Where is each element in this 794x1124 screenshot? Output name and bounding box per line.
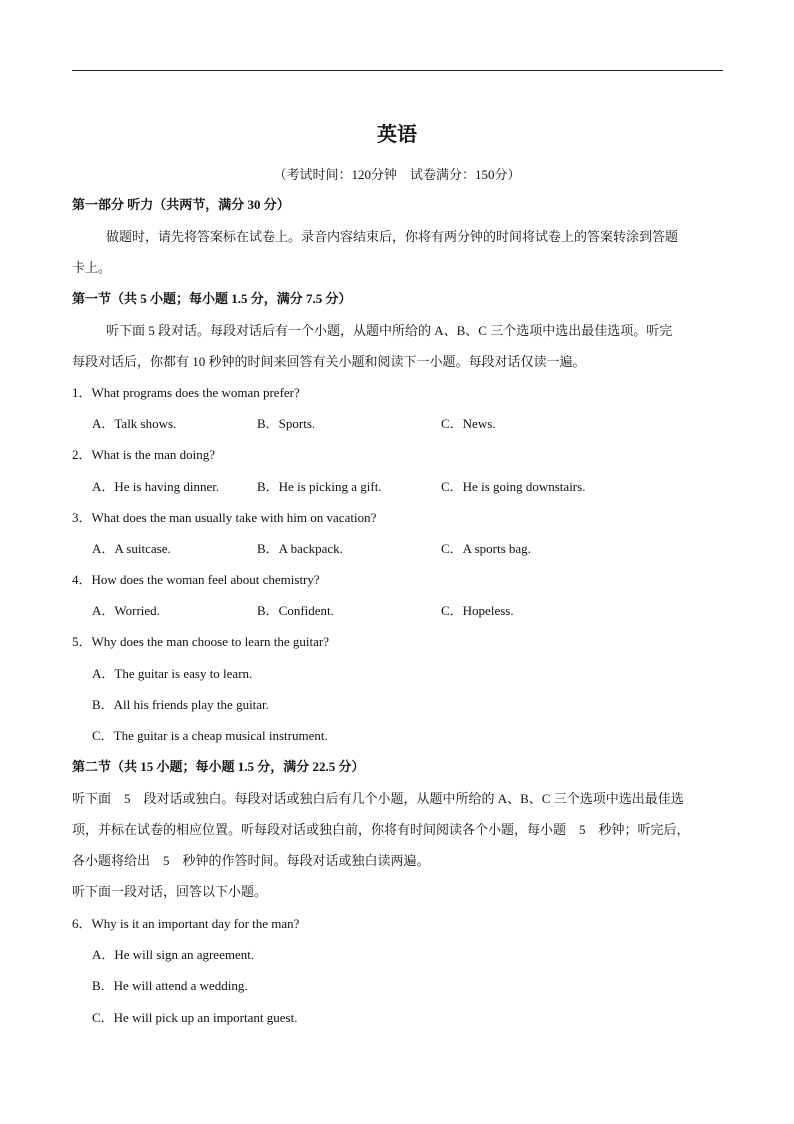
section2-intro-line3: 各小题将给出 5 秒钟的作答时间。每段对话或独白读两遍。 [72, 853, 430, 868]
option-c: C．He will pick up an important guest. [92, 1010, 298, 1025]
option-a: A．The guitar is easy to learn. [92, 666, 253, 681]
question-stem: 4．How does the woman feel about chemistry? [72, 572, 320, 587]
section2-intro-line2: 项，并标在试卷的相应位置。听每段对话或独白前，你将有时间阅读各个小题，每小题 5 秒钟；听完后， [72, 822, 690, 837]
question-stem: 1．What programs does the woman prefer? [72, 385, 300, 400]
section1-intro-line1: 听下面 5 段对话。每段对话后有一个小题，从题中所给的 A、B、C 三个选项中选出最佳选项。听完 [106, 323, 673, 338]
question-stem: 2．What is the man doing? [72, 447, 215, 462]
option-a: A．Worried. [92, 603, 160, 618]
section2-note: 听下面一段对话，回答以下小题。 [72, 884, 268, 899]
option-b: B．A backpack. [257, 541, 343, 556]
section1-intro-line2: 每段对话后，你都有 10 秒钟的时间来回答有关小题和阅读下一小题。每段对话仅读一遍。 [72, 354, 586, 369]
part1-intro-line1: 做题时，请先将答案标在试卷上。录音内容结束后，你将有两分钟的时间将试卷上的答案转涂到答题 [106, 229, 679, 244]
option-c: C．A sports bag. [441, 541, 531, 556]
section2-heading: 第二节（共 15 小题；每小题 1.5 分，满分 22.5 分） [72, 759, 365, 774]
option-b: B．Confident. [257, 603, 334, 618]
page-title: 英语 [377, 122, 417, 146]
part1-intro-line2: 卡上。 [72, 260, 112, 275]
part1-heading: 第一部分 听力（共两节，满分 30 分） [72, 197, 290, 212]
option-a: A．He will sign an agreement. [92, 947, 255, 962]
option-a: A．A suitcase. [92, 541, 171, 556]
option-a: A．He is having dinner. [92, 479, 220, 494]
option-c: C．The guitar is a cheap musical instrument. [92, 728, 328, 743]
option-b: B．Sports. [257, 416, 316, 431]
section1-heading: 第一节（共 5 小题；每小题 1.5 分，满分 7.5 分） [72, 291, 352, 306]
option-c: C．News. [441, 416, 496, 431]
section2-intro-line1: 听下面 5 段对话或独白。每段对话或独白后有几个小题，从题中所给的 A、B、C 三个选项中选出最佳选 [72, 791, 684, 806]
question-stem: 5．Why does the man choose to learn the guitar? [72, 634, 330, 649]
option-b: B．He is picking a gift. [257, 479, 382, 494]
option-c: C．He is going downstairs. [441, 479, 586, 494]
header-rule [72, 70, 723, 71]
question-stem: 6．Why is it an important day for the man? [72, 916, 300, 931]
option-b: B．He will attend a wedding. [92, 978, 248, 993]
option-a: A．Talk shows. [92, 416, 177, 431]
option-b: B．All his friends play the guitar. [92, 697, 269, 712]
option-c: C．Hopeless. [441, 603, 514, 618]
question-stem: 3．What does the man usually take with him on vacation? [72, 510, 377, 525]
exam-info: （考试时间：120分钟 试卷满分：150分） [273, 167, 521, 182]
